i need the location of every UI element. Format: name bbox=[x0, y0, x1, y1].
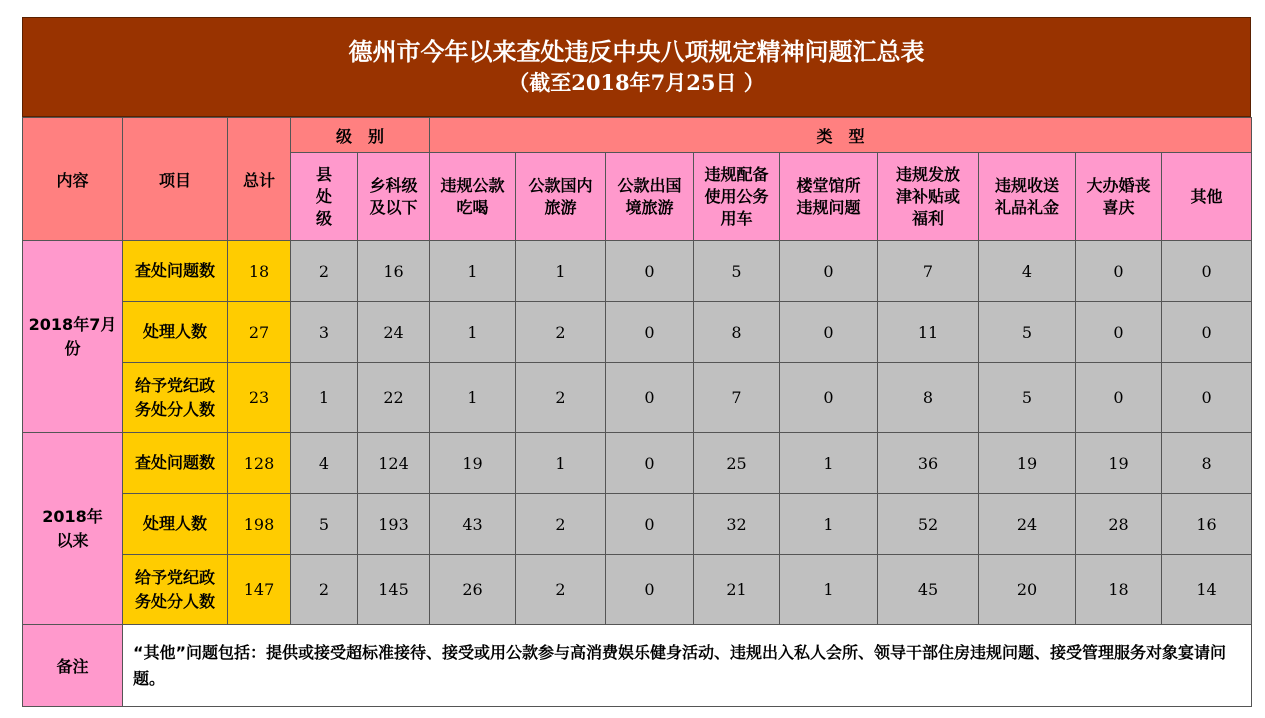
table-cell: 20 bbox=[979, 555, 1076, 625]
header-content: 内容 bbox=[23, 118, 123, 241]
table-cell: 124 bbox=[358, 433, 430, 494]
table-cell: 5 bbox=[979, 302, 1076, 363]
table-cell: 193 bbox=[358, 494, 430, 555]
column-header: 违规公款 吃喝 bbox=[430, 153, 516, 241]
table-cell: 2 bbox=[516, 302, 606, 363]
table-cell: 145 bbox=[358, 555, 430, 625]
table-cell: 52 bbox=[878, 494, 979, 555]
table-title: 德州市今年以来查处违反中央八项规定精神问题汇总表 bbox=[348, 37, 925, 66]
table-cell: 32 bbox=[694, 494, 780, 555]
table-cell: 16 bbox=[1162, 494, 1252, 555]
title-banner bbox=[22, 17, 1251, 117]
column-header: 县 处 级 bbox=[291, 153, 358, 241]
column-header: 大办婚丧 喜庆 bbox=[1076, 153, 1162, 241]
table-cell: 1 bbox=[430, 363, 516, 433]
table-cell: 36 bbox=[878, 433, 979, 494]
note-text: “其他”问题包括：提供或接受超标准接待、接受或用公款参与高消费娱乐健身活动、违规出入私人会所、领导干部住房违规问题、接受管理服务对象宴请问题。 bbox=[123, 625, 1252, 707]
column-header: 公款国内 旅游 bbox=[516, 153, 606, 241]
note-label: 备注 bbox=[23, 625, 123, 707]
column-header: 其他 bbox=[1162, 153, 1252, 241]
table-cell: 1 bbox=[780, 555, 878, 625]
table-cell: 0 bbox=[606, 241, 694, 302]
table-cell: 8 bbox=[694, 302, 780, 363]
table-cell: 1 bbox=[780, 494, 878, 555]
header-row-groups bbox=[23, 118, 1252, 153]
table-cell: 1 bbox=[430, 241, 516, 302]
table-cell: 19 bbox=[979, 433, 1076, 494]
table-cell: 24 bbox=[979, 494, 1076, 555]
table-cell: 0 bbox=[606, 555, 694, 625]
table-row bbox=[23, 241, 1252, 302]
table-cell: 19 bbox=[430, 433, 516, 494]
table-cell: 19 bbox=[1076, 433, 1162, 494]
table-cell: 1 bbox=[780, 433, 878, 494]
table-cell: 2 bbox=[291, 241, 358, 302]
table-cell: 0 bbox=[1076, 363, 1162, 433]
table-cell: 43 bbox=[430, 494, 516, 555]
table-cell: 18 bbox=[1076, 555, 1162, 625]
column-header: 违规收送 礼品礼金 bbox=[979, 153, 1076, 241]
summary-table bbox=[22, 117, 1252, 707]
table-cell: 24 bbox=[358, 302, 430, 363]
column-header: 楼堂馆所 违规问题 bbox=[780, 153, 878, 241]
table-cell: 0 bbox=[1076, 241, 1162, 302]
table-row bbox=[23, 363, 1252, 433]
table-cell: 25 bbox=[694, 433, 780, 494]
table-cell: 8 bbox=[878, 363, 979, 433]
table-cell: 7 bbox=[694, 363, 780, 433]
table-row bbox=[23, 555, 1252, 625]
table-cell: 16 bbox=[358, 241, 430, 302]
table-cell: 11 bbox=[878, 302, 979, 363]
row-total: 198 bbox=[228, 494, 291, 555]
row-total: 23 bbox=[228, 363, 291, 433]
table-cell: 1 bbox=[516, 433, 606, 494]
row-item-label: 查处问题数 bbox=[123, 241, 228, 302]
row-item-label: 查处问题数 bbox=[123, 433, 228, 494]
table-cell: 14 bbox=[1162, 555, 1252, 625]
header-item: 项目 bbox=[123, 118, 228, 241]
table-cell: 0 bbox=[606, 433, 694, 494]
header-type-group: 类 型 bbox=[430, 118, 1252, 153]
row-item-label: 给予党纪政 务处分人数 bbox=[123, 555, 228, 625]
row-total: 27 bbox=[228, 302, 291, 363]
table-cell: 0 bbox=[780, 241, 878, 302]
table-cell: 2 bbox=[516, 494, 606, 555]
table-row bbox=[23, 494, 1252, 555]
row-item-label: 处理人数 bbox=[123, 302, 228, 363]
table-row bbox=[23, 302, 1252, 363]
header-total: 总计 bbox=[228, 118, 291, 241]
table-cell: 0 bbox=[606, 302, 694, 363]
table-cell: 2 bbox=[291, 555, 358, 625]
table-subtitle-date: （截至2018年7月25日 ） bbox=[508, 70, 765, 95]
table-cell: 1 bbox=[430, 302, 516, 363]
table-row bbox=[23, 433, 1252, 494]
table-cell: 2 bbox=[516, 555, 606, 625]
table-cell: 0 bbox=[1162, 363, 1252, 433]
table-cell: 1 bbox=[291, 363, 358, 433]
table-cell: 21 bbox=[694, 555, 780, 625]
note-row bbox=[23, 625, 1252, 707]
header-level-group: 级 别 bbox=[291, 118, 430, 153]
row-total: 18 bbox=[228, 241, 291, 302]
table-cell: 0 bbox=[1162, 241, 1252, 302]
table-cell: 0 bbox=[780, 302, 878, 363]
table-cell: 5 bbox=[694, 241, 780, 302]
table-cell: 26 bbox=[430, 555, 516, 625]
table-cell: 4 bbox=[979, 241, 1076, 302]
table-cell: 8 bbox=[1162, 433, 1252, 494]
table-cell: 28 bbox=[1076, 494, 1162, 555]
table-cell: 2 bbox=[516, 363, 606, 433]
row-item-label: 处理人数 bbox=[123, 494, 228, 555]
table-cell: 4 bbox=[291, 433, 358, 494]
summary-sheet bbox=[22, 17, 1251, 707]
table-cell: 0 bbox=[1076, 302, 1162, 363]
group-label: 2018年 以来 bbox=[23, 433, 123, 625]
table-cell: 5 bbox=[291, 494, 358, 555]
row-total: 128 bbox=[228, 433, 291, 494]
table-cell: 0 bbox=[606, 363, 694, 433]
row-item-label: 给予党纪政 务处分人数 bbox=[123, 363, 228, 433]
table-cell: 7 bbox=[878, 241, 979, 302]
column-header: 违规发放 津补贴或 福利 bbox=[878, 153, 979, 241]
table-cell: 5 bbox=[979, 363, 1076, 433]
table-cell: 0 bbox=[1162, 302, 1252, 363]
table-cell: 45 bbox=[878, 555, 979, 625]
row-total: 147 bbox=[228, 555, 291, 625]
column-header: 乡科级 及以下 bbox=[358, 153, 430, 241]
table-cell: 0 bbox=[780, 363, 878, 433]
column-header: 违规配备 使用公务 用车 bbox=[694, 153, 780, 241]
group-label: 2018年7月 份 bbox=[23, 241, 123, 433]
table-cell: 1 bbox=[516, 241, 606, 302]
column-header: 公款出国 境旅游 bbox=[606, 153, 694, 241]
table-cell: 3 bbox=[291, 302, 358, 363]
table-cell: 0 bbox=[606, 494, 694, 555]
table-cell: 22 bbox=[358, 363, 430, 433]
